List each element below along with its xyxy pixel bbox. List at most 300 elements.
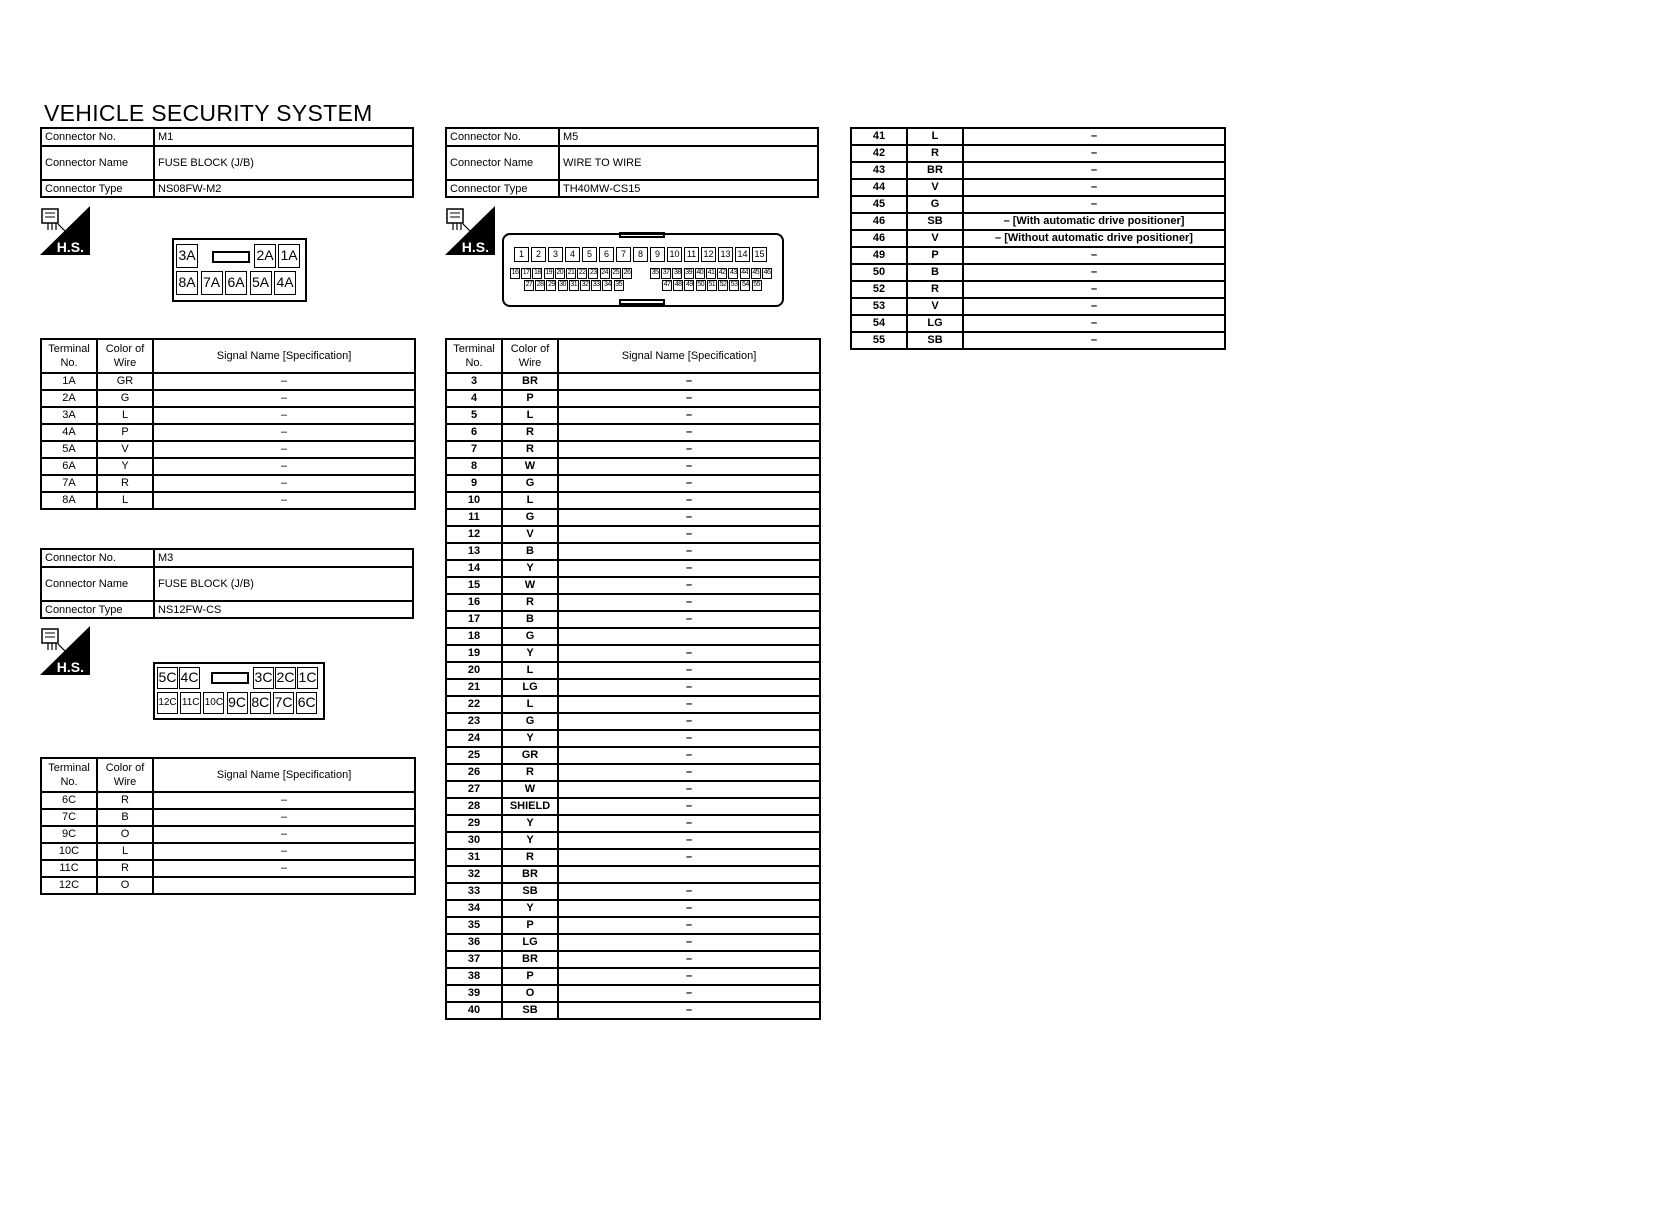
- terminal-no-cell: 6C: [41, 792, 97, 809]
- wire-color-cell: SB: [907, 213, 963, 230]
- table-row: [446, 662, 820, 679]
- connector-pin: 24: [600, 268, 610, 279]
- connector-pin: 9C: [227, 692, 248, 714]
- table-row: [851, 247, 1225, 264]
- terminal-no-cell: 21: [446, 679, 502, 696]
- signal-name-cell: –: [558, 594, 820, 611]
- signal-name-cell: –: [963, 298, 1225, 315]
- terminal-no-header: Terminal No.: [41, 339, 97, 373]
- table-row: [446, 1002, 820, 1019]
- wire-color-cell: L: [502, 696, 558, 713]
- signal-name-cell: –: [153, 407, 415, 424]
- terminal-no-cell: 17: [446, 611, 502, 628]
- connector-name-label: Connector Name: [41, 146, 154, 180]
- wire-color-cell: O: [502, 985, 558, 1002]
- wire-color-cell: V: [502, 526, 558, 543]
- terminal-no-cell: 7: [446, 441, 502, 458]
- signal-name-cell: –: [558, 611, 820, 628]
- wire-color-cell: R: [502, 441, 558, 458]
- table-row: [446, 424, 820, 441]
- connector-name-value: WIRE TO WIRE: [559, 146, 818, 180]
- connector-pin: 7: [616, 247, 631, 262]
- hs-label: H.S.: [56, 659, 84, 675]
- terminal-no-cell: 29: [446, 815, 502, 832]
- signal-name-cell: –: [153, 860, 415, 877]
- table-row: [446, 407, 820, 424]
- connector-pin: 1: [514, 247, 529, 262]
- connector-pin: 37: [661, 268, 671, 279]
- wire-color-cell: Y: [502, 730, 558, 747]
- connector-pin: 8: [633, 247, 648, 262]
- wire-color-cell: P: [97, 424, 153, 441]
- table-row: [446, 866, 820, 883]
- signal-name-cell: –: [963, 128, 1225, 145]
- signal-name-cell: –: [558, 458, 820, 475]
- connector-pin: 30: [558, 280, 568, 291]
- connector-pin: 40: [695, 268, 705, 279]
- connector-pin: 21: [566, 268, 576, 279]
- table-row: [446, 611, 820, 628]
- connector-no-label: Connector No.: [41, 128, 154, 146]
- wire-color-cell: R: [907, 145, 963, 162]
- table-row: [446, 441, 820, 458]
- wire-color-cell: O: [97, 877, 153, 894]
- connector-pin: 6C: [296, 692, 317, 714]
- terminal-no-cell: 39: [446, 985, 502, 1002]
- connector-pin: 49: [684, 280, 694, 291]
- table-row: [446, 492, 820, 509]
- wire-color-cell: BR: [907, 162, 963, 179]
- terminal-no-cell: 24: [446, 730, 502, 747]
- table-row: [446, 917, 820, 934]
- terminal-no-cell: 10: [446, 492, 502, 509]
- wire-color-cell: Y: [502, 560, 558, 577]
- wire-color-cell: P: [907, 247, 963, 264]
- table-row: [446, 849, 820, 866]
- terminal-no-cell: 53: [851, 298, 907, 315]
- terminal-no-cell: 2A: [41, 390, 97, 407]
- terminal-no-cell: 44: [851, 179, 907, 196]
- signal-name-cell: –: [558, 696, 820, 713]
- connector-pin: 12: [701, 247, 716, 262]
- table-row: [41, 373, 415, 390]
- signal-name-cell: –: [558, 662, 820, 679]
- connector-pin: 9: [650, 247, 665, 262]
- terminal-no-cell: 36: [446, 934, 502, 951]
- wire-color-cell: V: [907, 179, 963, 196]
- wire-color-cell: R: [907, 281, 963, 298]
- wire-color-cell: B: [502, 611, 558, 628]
- terminal-no-cell: 19: [446, 645, 502, 662]
- connector-pin: 48: [673, 280, 683, 291]
- terminal-no-cell: 20: [446, 662, 502, 679]
- table-row: [41, 843, 415, 860]
- terminal-no-cell: 27: [446, 781, 502, 798]
- m1-terminal-table: [40, 338, 416, 510]
- wire-color-cell: SHIELD: [502, 798, 558, 815]
- table-row: [446, 747, 820, 764]
- connector-type-label: Connector Type: [41, 180, 154, 197]
- signal-name-cell: –: [558, 900, 820, 917]
- table-row: [446, 696, 820, 713]
- terminal-no-cell: 22: [446, 696, 502, 713]
- wire-color-cell: Y: [97, 458, 153, 475]
- wire-color-cell: SB: [502, 883, 558, 900]
- terminal-no-cell: 42: [851, 145, 907, 162]
- signal-name-cell: –: [963, 315, 1225, 332]
- wire-color-cell: O: [97, 826, 153, 843]
- terminal-no-cell: 13: [446, 543, 502, 560]
- connector-type-label: Connector Type: [41, 601, 154, 618]
- wire-color-cell: G: [97, 390, 153, 407]
- connector-pin: 33: [591, 280, 601, 291]
- terminal-no-cell: 38: [446, 968, 502, 985]
- signal-name-cell: –: [558, 730, 820, 747]
- wire-color-cell: G: [502, 713, 558, 730]
- connector-pin: 7C: [273, 692, 294, 714]
- table-row: [446, 985, 820, 1002]
- connector-pin: 43: [728, 268, 738, 279]
- terminal-no-cell: 35: [446, 917, 502, 934]
- signal-name-cell: –: [558, 883, 820, 900]
- signal-name-cell: –: [558, 526, 820, 543]
- table-row: [851, 128, 1225, 145]
- signal-name-cell: –: [963, 145, 1225, 162]
- connector-pin: 42: [717, 268, 727, 279]
- connector-pin: 35: [650, 268, 660, 279]
- wire-color-cell: R: [502, 424, 558, 441]
- signal-name-cell: –: [558, 713, 820, 730]
- table-row: [446, 475, 820, 492]
- m3-connector-face: [153, 662, 325, 720]
- signal-name-cell: –: [558, 917, 820, 934]
- harness-side-icon: [40, 626, 90, 675]
- signal-name-cell: –: [963, 179, 1225, 196]
- table-row: [446, 900, 820, 917]
- table-row: [446, 577, 820, 594]
- connector-pin: 4: [565, 247, 580, 262]
- signal-name-cell: –: [558, 985, 820, 1002]
- connector-pin: 54: [740, 280, 750, 291]
- table-row: [851, 332, 1225, 349]
- connector-lock-tab: [619, 232, 665, 238]
- terminal-no-cell: 18: [446, 628, 502, 645]
- table-row: [446, 628, 820, 645]
- wire-color-cell: G: [907, 196, 963, 213]
- wire-color-cell: GR: [97, 373, 153, 390]
- wire-color-cell: B: [502, 543, 558, 560]
- connector-pin: 34: [602, 280, 612, 291]
- connector-pin: 44: [740, 268, 750, 279]
- connector-pin: 50: [696, 280, 706, 291]
- wire-color-cell: L: [502, 407, 558, 424]
- signal-name-cell: –: [153, 843, 415, 860]
- connector-pin: 51: [707, 280, 717, 291]
- table-row: [851, 315, 1225, 332]
- table-row: [41, 441, 415, 458]
- signal-name-cell: –: [963, 196, 1225, 213]
- connector-name-value: FUSE BLOCK (J/B): [154, 146, 413, 180]
- wire-color-cell: B: [907, 264, 963, 281]
- signal-name-cell: –: [558, 798, 820, 815]
- terminal-no-cell: 34: [446, 900, 502, 917]
- connector-pin: 19: [544, 268, 554, 279]
- signal-name-cell: –: [558, 492, 820, 509]
- m1-connector-info: [40, 127, 414, 198]
- signal-name-cell: –: [558, 1002, 820, 1019]
- connector-lock-tab: [211, 672, 249, 684]
- table-row: [446, 373, 820, 390]
- table-row: [41, 877, 415, 894]
- connector-pin: 3: [548, 247, 563, 262]
- terminal-no-cell: 9C: [41, 826, 97, 843]
- connector-type-label: Connector Type: [446, 180, 559, 197]
- connector-pin: 14: [735, 247, 750, 262]
- signal-name-cell: –: [153, 424, 415, 441]
- signal-name-cell: –: [558, 475, 820, 492]
- terminal-no-cell: 8A: [41, 492, 97, 509]
- table-row: [446, 798, 820, 815]
- connector-pin: 35: [614, 280, 624, 291]
- wire-color-cell: Y: [502, 815, 558, 832]
- connector-pin: 15: [752, 247, 767, 262]
- terminal-no-cell: 1A: [41, 373, 97, 390]
- connector-pin: 13: [718, 247, 733, 262]
- terminal-no-cell: 40: [446, 1002, 502, 1019]
- terminal-no-cell: 8: [446, 458, 502, 475]
- signal-name-cell: [153, 877, 415, 894]
- table-row: [446, 934, 820, 951]
- connector-pin: 26: [622, 268, 632, 279]
- terminal-no-cell: 54: [851, 315, 907, 332]
- terminal-no-cell: 6: [446, 424, 502, 441]
- table-row: [851, 196, 1225, 213]
- signal-name-cell: –: [558, 849, 820, 866]
- wire-color-cell: W: [502, 781, 558, 798]
- wire-color-cell: R: [97, 475, 153, 492]
- signal-name-cell: –: [558, 373, 820, 390]
- table-row: [446, 730, 820, 747]
- terminal-no-cell: 26: [446, 764, 502, 781]
- wire-color-cell: Y: [502, 645, 558, 662]
- table-row: [446, 832, 820, 849]
- terminal-no-cell: 12C: [41, 877, 97, 894]
- harness-side-icon: [40, 206, 90, 255]
- connector-pin: 1C: [297, 667, 318, 689]
- terminal-no-cell: 45: [851, 196, 907, 213]
- terminal-no-cell: 28: [446, 798, 502, 815]
- connector-no-value: M5: [559, 128, 818, 146]
- signal-name-cell: –: [153, 475, 415, 492]
- wire-color-cell: R: [97, 860, 153, 877]
- hs-label: H.S.: [461, 239, 489, 255]
- table-row: [41, 390, 415, 407]
- terminal-no-cell: 4: [446, 390, 502, 407]
- color-of-wire-header: Color of Wire: [502, 339, 558, 373]
- signal-name-header: Signal Name [Specification]: [153, 758, 415, 792]
- signal-name-cell: –: [558, 815, 820, 832]
- wire-color-cell: LG: [502, 934, 558, 951]
- connector-pin: 46: [762, 268, 772, 279]
- wire-color-cell: L: [97, 407, 153, 424]
- connector-pin: 22: [577, 268, 587, 279]
- connector-pin: 3C: [253, 667, 274, 689]
- table-row: [446, 764, 820, 781]
- harness-side-icon: [445, 206, 495, 255]
- signal-name-cell: –: [153, 458, 415, 475]
- terminal-no-cell: 52: [851, 281, 907, 298]
- terminal-no-cell: 11: [446, 509, 502, 526]
- wire-color-cell: GR: [502, 747, 558, 764]
- wire-color-cell: L: [502, 662, 558, 679]
- connector-pin: 2A: [254, 244, 276, 268]
- connector-pin: 32: [580, 280, 590, 291]
- terminal-no-cell: 14: [446, 560, 502, 577]
- table-row: [41, 424, 415, 441]
- terminal-no-cell: 11C: [41, 860, 97, 877]
- connector-pin: 27: [524, 280, 534, 291]
- wire-color-cell: V: [907, 298, 963, 315]
- terminal-no-cell: 7C: [41, 809, 97, 826]
- table-row: [446, 781, 820, 798]
- connector-pin: 29: [546, 280, 556, 291]
- table-row: [446, 458, 820, 475]
- wire-color-cell: G: [502, 475, 558, 492]
- terminal-no-cell: 41: [851, 128, 907, 145]
- connector-lock-tab: [212, 251, 250, 263]
- terminal-no-cell: 4A: [41, 424, 97, 441]
- signal-name-cell: –: [963, 162, 1225, 179]
- connector-pin: 12C: [157, 692, 178, 714]
- m5-terminal-table-continued: [850, 127, 1226, 350]
- wire-color-cell: BR: [502, 373, 558, 390]
- signal-name-cell: –: [153, 492, 415, 509]
- connector-pin: 16: [510, 268, 520, 279]
- signal-name-cell: –: [558, 832, 820, 849]
- connector-pin: 11C: [180, 692, 201, 714]
- terminal-no-cell: 12: [446, 526, 502, 543]
- wire-color-cell: P: [502, 390, 558, 407]
- terminal-no-header: Terminal No.: [446, 339, 502, 373]
- connector-pin: 41: [706, 268, 716, 279]
- wire-color-cell: P: [502, 968, 558, 985]
- table-row: [851, 230, 1225, 247]
- connector-pin: 11: [684, 247, 699, 262]
- signal-name-cell: –: [558, 441, 820, 458]
- connector-pin: 28: [535, 280, 545, 291]
- connector-pin: 53: [729, 280, 739, 291]
- connector-pin: 8A: [176, 271, 198, 295]
- wire-color-cell: L: [97, 492, 153, 509]
- terminal-no-cell: 46: [851, 213, 907, 230]
- terminal-no-cell: 9: [446, 475, 502, 492]
- connector-no-value: M1: [154, 128, 413, 146]
- signal-name-cell: –: [963, 247, 1225, 264]
- signal-name-header: Signal Name [Specification]: [153, 339, 415, 373]
- signal-name-cell: –: [558, 577, 820, 594]
- m3-terminal-table: [40, 757, 416, 895]
- connector-pin: 7A: [201, 271, 223, 295]
- wire-color-cell: R: [502, 764, 558, 781]
- signal-name-cell: –: [963, 264, 1225, 281]
- connector-no-label: Connector No.: [446, 128, 559, 146]
- terminal-no-cell: 49: [851, 247, 907, 264]
- connector-pin: 10C: [203, 692, 224, 714]
- connector-type-value: TH40MW-CS15: [559, 180, 818, 197]
- m5-connector-info: [445, 127, 819, 198]
- table-row: [41, 475, 415, 492]
- connector-pin: 10: [667, 247, 682, 262]
- terminal-no-cell: 46: [851, 230, 907, 247]
- table-row: [851, 162, 1225, 179]
- signal-name-cell: –: [558, 407, 820, 424]
- connector-pin: 18: [532, 268, 542, 279]
- terminal-no-cell: 31: [446, 849, 502, 866]
- connector-pin: 1A: [278, 244, 300, 268]
- color-of-wire-header: Color of Wire: [97, 758, 153, 792]
- connector-pin: 25: [611, 268, 621, 279]
- signal-name-cell: –: [558, 645, 820, 662]
- signal-name-cell: –: [558, 781, 820, 798]
- wire-color-cell: P: [502, 917, 558, 934]
- connector-lock-tab: [619, 299, 665, 305]
- wire-color-cell: L: [502, 492, 558, 509]
- signal-name-cell: –: [558, 764, 820, 781]
- m1-connector-face: [172, 238, 307, 302]
- signal-name-cell: – [Without automatic drive positioner]: [963, 230, 1225, 247]
- signal-name-cell: [558, 866, 820, 883]
- table-row: [446, 713, 820, 730]
- signal-name-header: Signal Name [Specification]: [558, 339, 820, 373]
- terminal-no-cell: 50: [851, 264, 907, 281]
- terminal-no-cell: 7A: [41, 475, 97, 492]
- connector-pin: 39: [684, 268, 694, 279]
- table-row: [446, 968, 820, 985]
- terminal-no-cell: 3: [446, 373, 502, 390]
- terminal-no-cell: 23: [446, 713, 502, 730]
- signal-name-cell: –: [558, 934, 820, 951]
- table-row: [446, 883, 820, 900]
- connector-type-value: NS08FW-M2: [154, 180, 413, 197]
- connector-pin: 2C: [275, 667, 296, 689]
- page-title: VEHICLE SECURITY SYSTEM: [44, 100, 373, 126]
- m5-terminal-table: [445, 338, 821, 1020]
- terminal-no-cell: 33: [446, 883, 502, 900]
- signal-name-cell: –: [558, 390, 820, 407]
- table-row: [446, 594, 820, 611]
- wire-color-cell: LG: [907, 315, 963, 332]
- signal-name-cell: –: [153, 826, 415, 843]
- table-row: [41, 458, 415, 475]
- wire-color-cell: W: [502, 458, 558, 475]
- connector-pin: 38: [672, 268, 682, 279]
- signal-name-cell: –: [558, 424, 820, 441]
- table-row: [851, 281, 1225, 298]
- wire-color-cell: BR: [502, 866, 558, 883]
- terminal-no-cell: 37: [446, 951, 502, 968]
- connector-pin: 47: [662, 280, 672, 291]
- table-row: [446, 509, 820, 526]
- connector-pin: 4C: [179, 667, 200, 689]
- wire-color-cell: G: [502, 509, 558, 526]
- signal-name-cell: – [With automatic drive positioner]: [963, 213, 1225, 230]
- terminal-no-cell: 3A: [41, 407, 97, 424]
- terminal-no-cell: 25: [446, 747, 502, 764]
- signal-name-cell: –: [558, 951, 820, 968]
- wire-color-cell: B: [97, 809, 153, 826]
- terminal-no-cell: 5: [446, 407, 502, 424]
- signal-name-cell: –: [558, 968, 820, 985]
